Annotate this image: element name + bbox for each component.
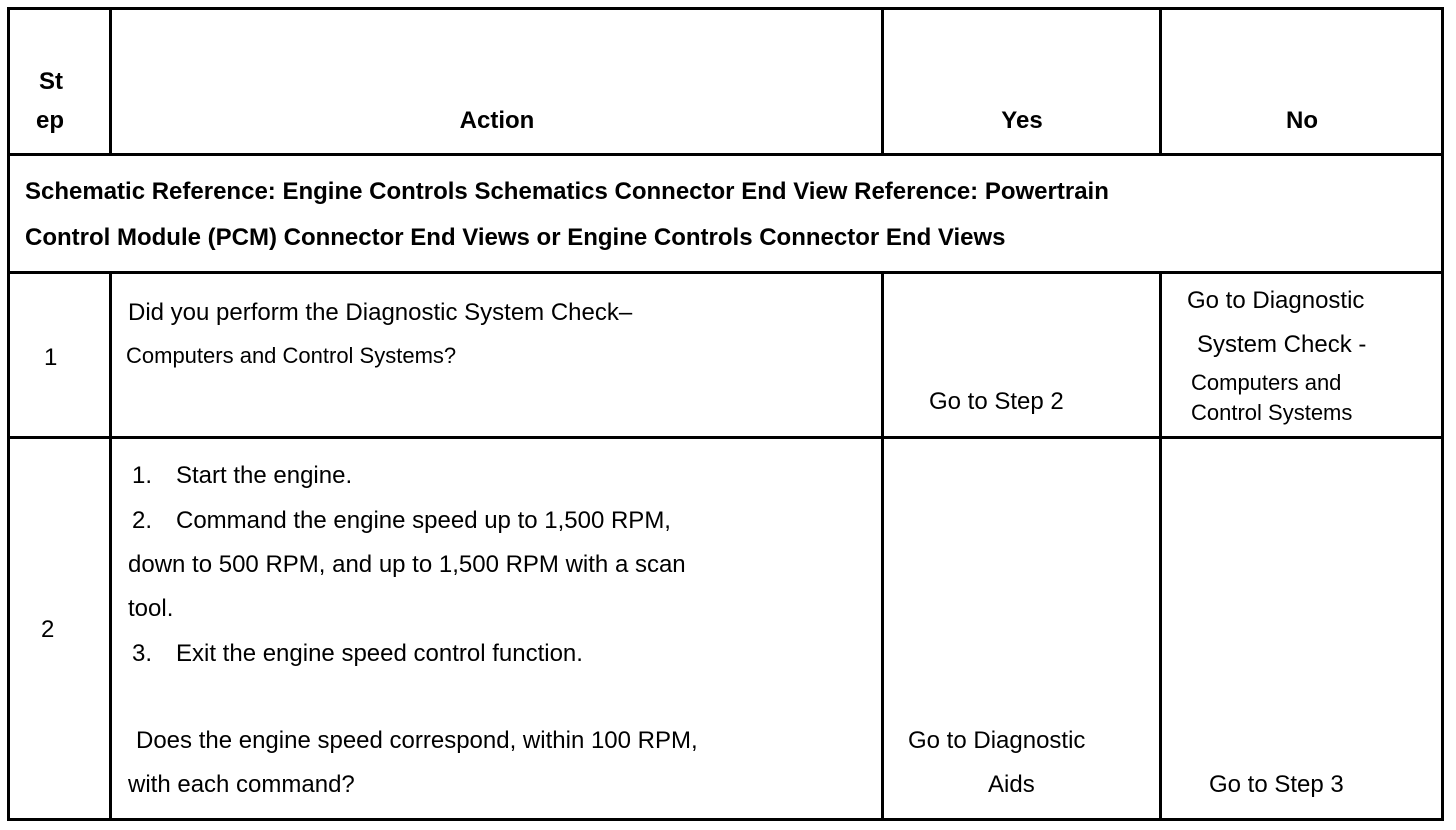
yes-column-divider — [1159, 272, 1162, 821]
row2-no: Go to Step 3 — [1209, 771, 1344, 798]
step-column-divider — [109, 272, 112, 821]
row2-item1-number: 1. — [132, 462, 153, 489]
row2-item2-number: 2. — [132, 507, 153, 534]
row2-item3-number: 3. — [132, 640, 153, 667]
row2-item1-text: Start the engine. — [176, 462, 353, 489]
row2-yes-line2: Aids — [988, 771, 1035, 798]
reference-divider — [7, 271, 1444, 274]
table-border-bottom — [7, 818, 1444, 821]
row1-divider — [7, 436, 1444, 439]
row1-no-line4: Control Systems — [1191, 400, 1353, 425]
row1-no-line3: Computers and — [1191, 370, 1342, 395]
header-yes: Yes — [1001, 107, 1043, 134]
schematic-reference-line2: Control Module (PCM) Connector End Views or Engine Controls Connector End Views — [25, 224, 1006, 251]
row1-yes: Go to Step 2 — [929, 388, 1064, 415]
header-no: No — [1286, 107, 1318, 134]
row1-action-line2: Computers and Control Systems? — [126, 343, 457, 368]
table-border-left — [7, 7, 10, 821]
row1-no-line2: System Check - — [1197, 331, 1367, 358]
schematic-reference-line1: Schematic Reference: Engine Controls Schematics Connector End View Reference: Powertrain — [25, 178, 1109, 205]
row2-yes-line1: Go to Diagnostic — [908, 727, 1086, 754]
header-action: Action — [459, 107, 535, 134]
row2-item2-continuation1: down to 500 RPM, and up to 1,500 RPM with a scan — [128, 551, 686, 578]
row1-action-line1: Did you perform the Diagnostic System Check– — [128, 299, 633, 326]
header-step-line1: St — [39, 68, 63, 95]
table-border-top — [7, 7, 1444, 10]
header-divider — [7, 153, 1444, 156]
header-step-line2: ep — [36, 107, 65, 134]
action-column-divider — [881, 272, 884, 821]
row2-item2-text: Command the engine speed up to 1,500 RPM, — [176, 507, 671, 534]
row2-step: 2 — [41, 616, 55, 643]
row1-no-line1: Go to Diagnostic — [1187, 287, 1365, 314]
row2-question-line2: with each command? — [128, 771, 355, 798]
row1-step: 1 — [44, 344, 58, 371]
row2-item2-continuation2: tool. — [128, 595, 174, 622]
row2-item3-text: Exit the engine speed control function. — [176, 640, 583, 667]
row2-question-line1: Does the engine speed correspond, within 100 RPM, — [136, 727, 698, 754]
